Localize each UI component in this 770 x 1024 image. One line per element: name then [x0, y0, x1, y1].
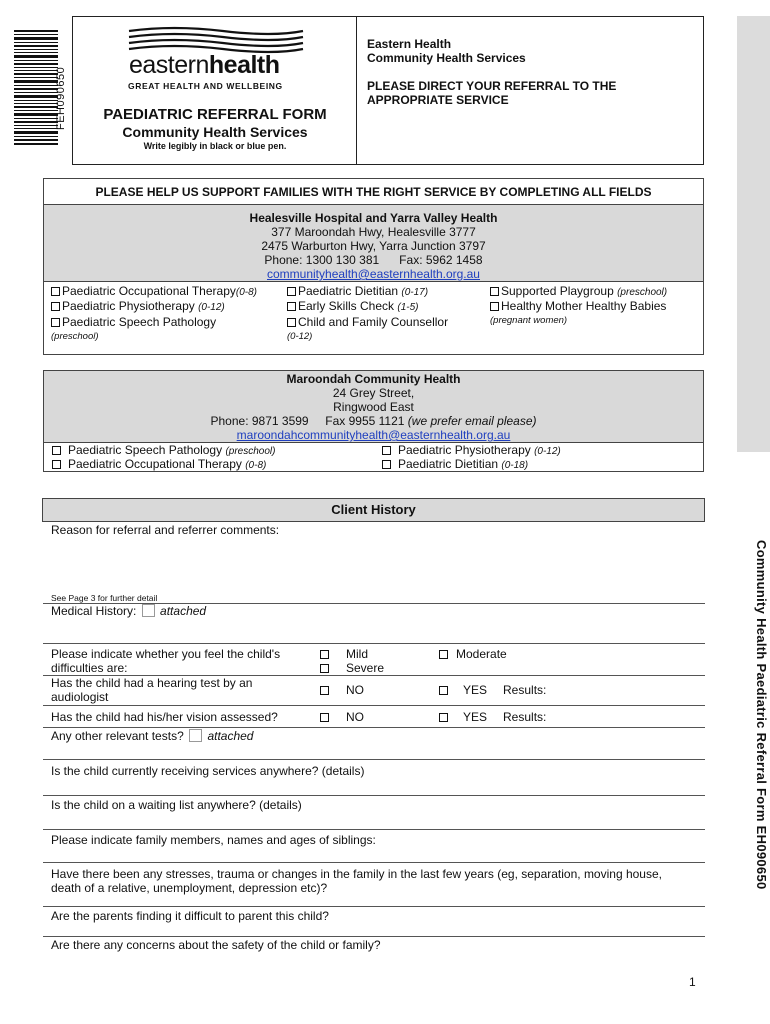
healesville-section: [43, 178, 704, 355]
logo-wordmark: easternhealth: [129, 51, 280, 79]
divider: [43, 727, 705, 728]
checkbox[interactable]: [382, 460, 391, 469]
family-members-label: Please indicate family members, names and ages of siblings:: [51, 833, 376, 847]
svc-healthy-mother[interactable]: Healthy Mother Healthy Babies: [490, 299, 666, 313]
mar-svc-physio[interactable]: Paediatric Physiotherapy (0-12): [382, 443, 561, 459]
divider: [43, 829, 705, 830]
vision-label: Has the child had his/her vision assessed?: [51, 710, 278, 724]
org-name: Eastern Health: [367, 37, 452, 51]
org-division: Community Health Services: [367, 51, 526, 65]
waiting-list-label: Is the child on a waiting list anywhere? (details): [51, 798, 302, 812]
checkbox[interactable]: [439, 713, 448, 722]
divider: [43, 906, 705, 907]
side-form-label: Community Health Paediatric Referral Form EH090650: [754, 540, 769, 890]
form-instruction: Write legibly in black or blue pen.: [143, 141, 287, 151]
medical-history-row: Medical History: attached: [51, 604, 207, 618]
svc-speech-age: (preschool): [51, 331, 99, 342]
side-grey-bar: [737, 16, 770, 452]
checkbox[interactable]: [51, 302, 60, 311]
healesville-address-1: 377 Maroondah Hwy, Healesville 3777: [271, 225, 476, 239]
vision-yes[interactable]: YES Results:: [439, 710, 546, 724]
checkbox[interactable]: [51, 318, 60, 327]
divider: [43, 759, 705, 760]
hearing-no[interactable]: NO: [320, 683, 364, 697]
healesville-address-2: 2475 Warburton Hwy, Yarra Junction 3797: [261, 239, 486, 253]
maroondah-phone: Phone: 9871 3599 Fax 9955 1121 (we prefer email please): [210, 414, 537, 428]
client-history-heading: Client History: [42, 498, 705, 522]
header-left-panel: [73, 17, 357, 164]
maroondah-address-2: Ringwood East: [333, 400, 414, 414]
maroondah-name: Maroondah Community Health: [286, 372, 461, 386]
hearing-label: Has the child had a hearing test by an audiologist: [51, 676, 253, 704]
svc-family-counsellor[interactable]: Child and Family Counsellor: [287, 315, 448, 329]
svc-counsellor-age: (0-12): [287, 331, 313, 342]
checkbox[interactable]: [320, 664, 329, 673]
checkbox[interactable]: [287, 302, 296, 311]
other-tests-attached-checkbox[interactable]: [189, 729, 202, 742]
logo-tagline: GREAT HEALTH AND WELLBEING: [128, 81, 283, 91]
other-tests-row: Any other relevant tests? attached: [51, 729, 254, 743]
direction-note: PLEASE DIRECT YOUR REFERRAL TO THE: [367, 79, 617, 93]
stresses-label: Have there been any stresses, trauma or changes in the family in the last few years (eg, separation, moving house, death of a relative, unemployment, depression etc)?: [51, 867, 662, 895]
checkbox[interactable]: [382, 446, 391, 455]
checkbox[interactable]: [287, 287, 296, 296]
svc-occupational-therapy[interactable]: Paediatric Occupational Therapy(0-8): [51, 284, 257, 300]
form-subtitle: Community Health Services: [122, 124, 308, 140]
divider: [43, 936, 705, 937]
healesville-phone: Phone: 1300 130 381 Fax: 5962 1458: [264, 253, 483, 267]
svc-early-skills-check[interactable]: Early Skills Check (1-5): [287, 299, 418, 315]
mar-svc-speech[interactable]: Paediatric Speech Pathology (preschool): [52, 443, 275, 459]
healesville-name: Healesville Hospital and Yarra Valley Health: [249, 211, 498, 225]
maroondah-services: [44, 443, 703, 471]
form-header: [72, 16, 704, 165]
vision-no[interactable]: NO: [320, 710, 364, 724]
checkbox[interactable]: [52, 460, 61, 469]
hearing-yes[interactable]: YES Results:: [439, 683, 546, 697]
checkbox[interactable]: [490, 287, 499, 296]
form-title: PAEDIATRIC REFERRAL FORM: [103, 106, 327, 123]
healesville-email-link[interactable]: communityhealth@easternhealth.org.au: [267, 267, 480, 281]
healesville-contact: [44, 205, 703, 282]
reason-label: Reason for referral and referrer comments:: [51, 523, 280, 537]
checkbox[interactable]: [320, 713, 329, 722]
header-right-panel: [357, 17, 703, 164]
direction-note-2: APPROPRIATE SERVICE: [367, 93, 509, 107]
mar-svc-ot[interactable]: Paediatric Occupational Therapy (0-8): [52, 457, 266, 473]
checkbox[interactable]: [320, 650, 329, 659]
maroondah-section: [43, 370, 704, 472]
maroondah-contact: [44, 371, 703, 443]
svc-dietitian[interactable]: Paediatric Dietitian (0-17): [287, 284, 428, 300]
maroondah-address-1: 24 Grey Street,: [332, 386, 415, 400]
checkbox[interactable]: [320, 686, 329, 695]
help-banner: PLEASE HELP US SUPPORT FAMILIES WITH THE RIGHT SERVICE BY COMPLETING ALL FIELDS: [44, 179, 703, 205]
checkbox[interactable]: [51, 287, 60, 296]
barcode: [14, 30, 58, 145]
divider: [43, 795, 705, 796]
mar-svc-dietitian[interactable]: Paediatric Dietitian (0-18): [382, 457, 528, 473]
svc-supported-playgroup[interactable]: Supported Playgroup (preschool): [490, 284, 667, 300]
difficulties-label: Please indicate whether you feel the child's difficulties are:: [51, 647, 281, 675]
checkbox[interactable]: [439, 686, 448, 695]
checkbox[interactable]: [439, 650, 448, 659]
maroondah-email-link[interactable]: maroondahcommunityhealth@easternhealth.org.au: [236, 428, 511, 442]
divider: [43, 643, 705, 644]
svc-speech-pathology[interactable]: Paediatric Speech Pathology: [51, 315, 216, 329]
svc-healthy-mother-note: (pregnant women): [490, 315, 568, 326]
barcode-number: FEH090650: [55, 66, 67, 130]
option-moderate[interactable]: Moderate: [439, 647, 507, 661]
services-label: Is the child currently receiving services anywhere? (details): [51, 764, 365, 778]
option-mild[interactable]: Mild: [320, 647, 368, 661]
checkbox[interactable]: [52, 446, 61, 455]
medical-attached-checkbox[interactable]: [142, 604, 155, 617]
parenting-label: Are the parents finding it difficult to parent this child?: [51, 909, 329, 923]
page-number: 1: [689, 975, 696, 989]
safety-label: Are there any concerns about the safety of the child or family?: [51, 938, 381, 952]
svc-physiotherapy[interactable]: Paediatric Physiotherapy (0-12): [51, 299, 225, 315]
option-severe[interactable]: Severe: [320, 661, 384, 675]
see-page-note: See Page 3 for further detail: [51, 593, 158, 603]
healesville-services: [44, 282, 703, 354]
divider: [43, 862, 705, 863]
divider: [43, 705, 705, 706]
checkbox[interactable]: [490, 302, 499, 311]
checkbox[interactable]: [287, 318, 296, 327]
